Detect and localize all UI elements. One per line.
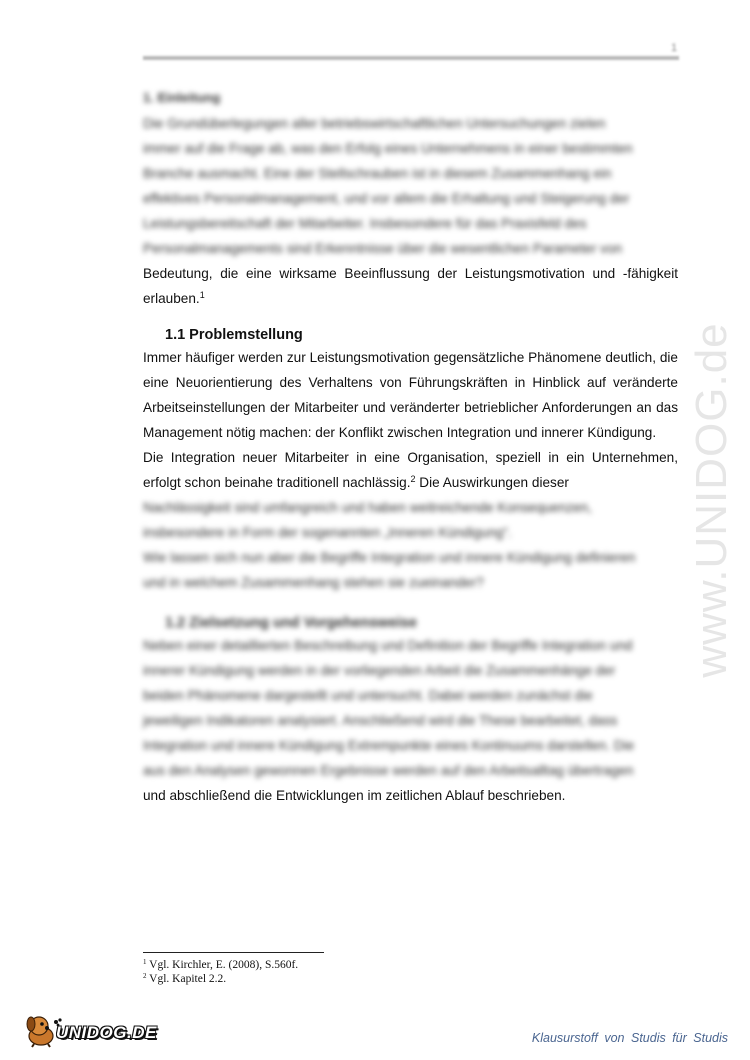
section-heading-einleitung: 1. Einleitung — [143, 90, 221, 105]
footnotes — [143, 958, 298, 986]
text-line: Integration und innere Kündigung Extrempunkte eines Kontinuums darstellen. Die — [143, 738, 635, 753]
einleitung-clear-text: Bedeutung, die eine wirksame Beeinflussung der Leistungsmotivation und -fähigkeit erlauben. — [143, 266, 678, 306]
text-line: Die Grundüberlegungen aller betriebswirtschaftlichen Untersuchungen zielen — [143, 116, 606, 131]
einleitung-blurred-text — [143, 111, 678, 261]
text-line: insbesondere in Form der sogenannten „Inneren Kündigung“. — [143, 525, 512, 540]
footnote-text: Vgl. Kirchler, E. (2008), S.560f. — [149, 959, 299, 971]
header-rule — [143, 56, 679, 60]
text-line: Nachlässigkeit sind umfangreich und haben weitreichende Konsequenzen, — [143, 500, 592, 515]
zielsetzung-paragraph-end: und abschließend die Entwicklungen im zeitlichen Ablauf beschrieben. — [143, 788, 566, 803]
logo-text[interactable]: UNIDOG.DE — [56, 1023, 157, 1042]
text-line: jeweiligen Indikatoren analysiert. Anschließend wird die These bearbeitet, dass — [143, 713, 618, 728]
zielsetzung-blurred-text — [143, 633, 678, 783]
text-line: immer auf die Frage ab, was den Erfolg eines Unternehmens in einer bestimmten — [143, 141, 633, 156]
problemstellung-paragraph-1: Immer häufiger werden zur Leistungsmotivation gegensätzliche Phänomene deutlich, die eine Neuorientierung des Verhaltens von Führungskräften in Hinblick auf veränderte Arbeitseinstellungen der Mitarbeiter und veränderter betrieblicher Anforderungen an das Management nötig machen: der Konflikt zwischen Integration und innerer Kündigung. — [143, 350, 678, 440]
footnote-1 — [143, 958, 298, 972]
text-line: Neben einer detaillierten Beschreibung und Definition der Begriffe Integration und — [143, 638, 633, 653]
text-line: Branche ausmacht. Eine der Stellschrauben ist in diesem Zusammenhang ein — [143, 166, 612, 181]
problemstellung-text: Die Integration neuer Mitarbeiter in eine Organisation, speziell in ein Unternehmen, erfolgt schon beinahe traditionell nachlässig. — [143, 450, 678, 490]
text-line: aus den Analysen gewonnen Ergebnisse werden auf den Arbeitsalltag übertragen — [143, 763, 634, 778]
text-line: innerer Kündigung werden in der vorliegenden Arbeit die Zusammenhänge der — [143, 663, 616, 678]
footnote-text: Vgl. Kapitel 2.2. — [149, 973, 227, 985]
text-line: und in welchem Zusammenhang stehen sie zueinander? — [143, 575, 484, 590]
footnote-2 — [143, 972, 298, 986]
problemstellung-text-tail: Die Auswirkungen dieser — [415, 475, 569, 490]
slogan: Klausurstoff von Studis für Studis — [531, 1031, 728, 1045]
document-body — [143, 90, 678, 808]
footnote-number: 1 — [143, 958, 147, 966]
text-line: beiden Phänomene dargestellt und untersucht. Dabei werden zunächst die — [143, 688, 593, 703]
footnote-number: 2 — [143, 972, 147, 980]
footnote-divider — [143, 952, 324, 953]
footnote-ref-1[interactable]: 1 — [199, 290, 205, 300]
footnote-ref-2[interactable]: 2 — [410, 474, 416, 484]
text-line: effektives Personalmanagement, und vor allem die Erhaltung und Steigerung der — [143, 191, 630, 206]
problemstellung-paragraph-2 — [143, 445, 678, 495]
text-line: Wie lassen sich nun aber die Begriffe Integration und innere Kündigung definieren — [143, 550, 636, 565]
section-heading-zielsetzung: 1.2 Zielsetzung und Vorgehensweise — [165, 615, 417, 631]
problemstellung-blurred-text — [143, 495, 678, 595]
page-number: 1 — [671, 42, 678, 54]
einleitung-paragraph-end — [143, 261, 678, 311]
text-line: Leistungsbereitschaft der Mitarbeiter. Insbesondere für das Praxisfeld des — [143, 216, 587, 231]
watermark: www.UNIDOG.de — [687, 322, 736, 678]
section-heading-problemstellung: 1.1 Problemstellung — [165, 327, 303, 343]
text-line: Personalmanagements sind Erkenntnisse über die wesentlichen Parameter von — [143, 241, 623, 256]
